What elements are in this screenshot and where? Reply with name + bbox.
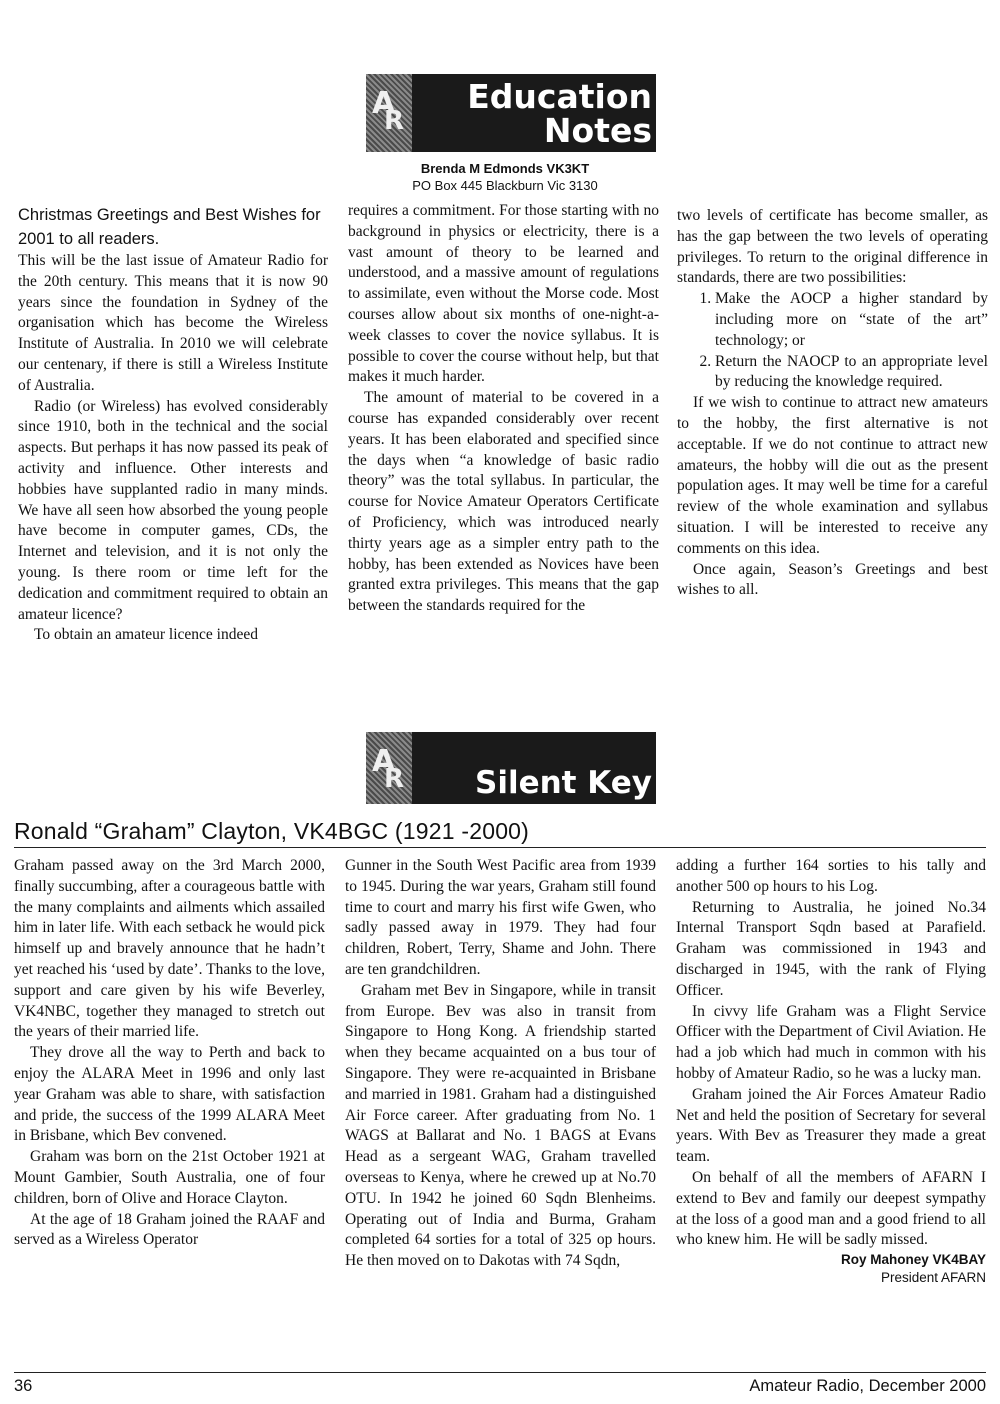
paragraph: They drove all the way to Perth and back to enjoy the ALARA Meet in 1996 and only last year Graham was able to share, with satisfaction and pride, the success of the 1999 ALARA Meet in Brisbane, which Bev convened. [14,1044,325,1145]
title-divider [14,847,986,848]
page-number: 36 [14,1377,33,1395]
paragraph: Returning to Australia, he joined No.34 Internal Transport Sqdn based at Parafield. Graham was commissioned in 1943 and discharged in 1945, with the rank of Flying Officer. [676,898,986,999]
education-column-2 [348,201,659,617]
paragraph: To obtain an amateur licence indeed [34,626,258,644]
list-item: 2. Return the NAOCP to an appropriate level by reducing the knowledge required. [715,352,988,394]
paragraph: In civvy life Graham was a Flight Service Officer with the Department of Civil Aviation. He had a job which had much in common with his hobby of Amateur Radio, so he was a lucky man. [676,1002,986,1082]
signature-name: Roy Mahoney VK4BAY [840,1252,986,1268]
paragraph: Graham met Bev in Singapore, while in transit from Europe. Bev was also in transit from Singapore to Hong Kong. A friendship started when they became acquainted on a bus tour of Singapore. They were re-acquainted in Brisbane and married in 1981. Graham had a distinguished Air Force career. After graduating from No. 1 WAGS at Ballarat and No. 1 BAGS at Evans Head as a sergeant WAG, Graham travelled overseas to Kenya, where he crewed up at No.70 OTU. In 1942 he joined 60 Sqdn Blenheims. Operating out of India and Burma, Graham completed 64 sorties for a total of 325 op hours. He then moved on to Dakotas with 74 Sqdn, [345,981,656,1270]
paragraph: requires a commitment. For those starting with no background in physics or electricity, there is a vast amount of theory to be learned and understood, and a massive amount of regulations to assimilate, even without the Morse code. Most courses allow about six months of one-night-a-week classes to cover the novice syllabus. It is possible to cover the course without help, but that makes it much harder. [348,202,659,386]
education-notes-banner [366,74,656,152]
paragraph: If we wish to continue to attract new amateurs to the hobby, the first alternative is not acceptable. If we do not continue to attract new amateurs, the hobby will die out as the present population ages. It may well be time for a careful review of the whole examination and syllabus situation. I will be interested to receive any comments on this idea. [677,394,988,557]
silent-key-banner [366,732,656,804]
article-title: Ronald “Graham” Clayton, VK4BGC (1921 -2000) [14,818,530,844]
education-column-1 [18,203,328,646]
paragraph: adding a further 164 sorties to his tally and another 500 op hours to his Log. [676,857,986,895]
publication-footer: Amateur Radio, December 2000 [749,1377,986,1395]
paragraph: Gunner in the South West Pacific area from 1939 to 1945. During the war years, Graham still found time to court and marry his first wife Gwen, who sadly passed away in 1979. They had four children, Robert, Terry, Shame and John. There are ten grandchildren. [345,857,656,978]
section-heading: Christmas Greetings and Best Wishes for 2001 to all readers. [18,206,321,248]
paragraph: two levels of certificate has become smaller, as has the gap between the two levels of operating privileges. To return to the original difference in standards, there are two possibilities: [677,207,988,287]
signature-block [676,1251,986,1287]
signature-role: President AFARN [880,1270,986,1286]
banner-title-line-1: Education [467,77,652,116]
logo-letter-a: A [372,744,396,779]
logo-letter-r: R [384,106,405,136]
silent-key-column-1 [14,856,325,1251]
paragraph: Graham passed away on the 3rd March 2000, finally succumbing, after a courageous battle with the many complaints and ailments which assailed him in later life. With each setback he would pick himself up and bravely announce that he hadn’t yet reached his ‘used by date’. Thanks to the love, support and care given by his wife Beverley, VK4NBC, together they managed to stretch out the years of their married life. [14,857,325,1041]
banner-title-line-2: Notes [543,111,652,150]
paragraph: Graham was born on the 21st October 1921 at Mount Gambier, South Australia, one of four children, born of Olive and Horace Clayton. [14,1148,325,1207]
paragraph: At the age of 18 Graham joined the RAAF and served as a Wireless Operator [14,1210,325,1249]
banner-title: Silent Key [475,765,652,801]
logo-letter-r: R [384,764,405,794]
logo-letter-a: A [372,86,396,121]
paragraph: Once again, Season’s Greetings and best wishes to all. [677,560,988,599]
education-column-3 [677,206,988,601]
paragraph: On behalf of all the members of AFARN I extend to Bev and family our deepest sympathy at the loss of a good man and a good friend to all who knew him. He will be sadly missed. [676,1168,986,1249]
author-address: PO Box 445 Blackburn Vic 3130 [412,178,598,193]
ar-logo-icon [366,74,412,152]
silent-key-column-3 [676,856,986,1287]
paragraph: Radio (or Wireless) has evolved considerably since 1910, both in the technical and the social aspects. But perhaps it has now passed its peak of activity and influence. Other interests and hobbies have supplanted radio in many minds. We have all seen how absorbed the young people have become in computer games, CDs, the Internet and television, and it is not only the young. Is there room or time left for the dedication and commitment required to obtain an amateur licence? [18,397,328,623]
possibilities-list [677,289,988,393]
author-name: Brenda M Edmonds VK3KT [420,161,590,176]
ar-logo-icon [366,732,412,804]
footer-divider [14,1372,986,1373]
paragraph: This will be the last issue of Amateur Radio for the 20th century. This means that it is now 90 years since the foundation in Sydney of the organisation which has become the Wireless Institute of Australia. In 2010 we will celebrate our centenary, if there is still a Wireless Institute of Australia. [18,252,328,394]
paragraph: Graham joined the Air Forces Amateur Radio Net and held the position of Secretary for several years. With Bev as Treasurer they made a great team. [676,1085,986,1166]
list-item: 1. Make the AOCP a higher standard by including more on “state of the art” technology; or [715,289,988,351]
author-byline [340,160,670,194]
silent-key-column-2 [345,856,656,1272]
paragraph: The amount of material to be covered in a course has expanded considerably over recent years. It has been elaborated and specified since the days when “a knowledge of basic radio theory” was the total syllabus. In particular, the course for Novice Amateur Operators Certificate of Proficiency, which was introduced nearly thirty years age as a simpler entry path to the hobby, has been extended as Novices have been granted extra privileges. This means that the gap between the standards required for the [348,389,659,615]
